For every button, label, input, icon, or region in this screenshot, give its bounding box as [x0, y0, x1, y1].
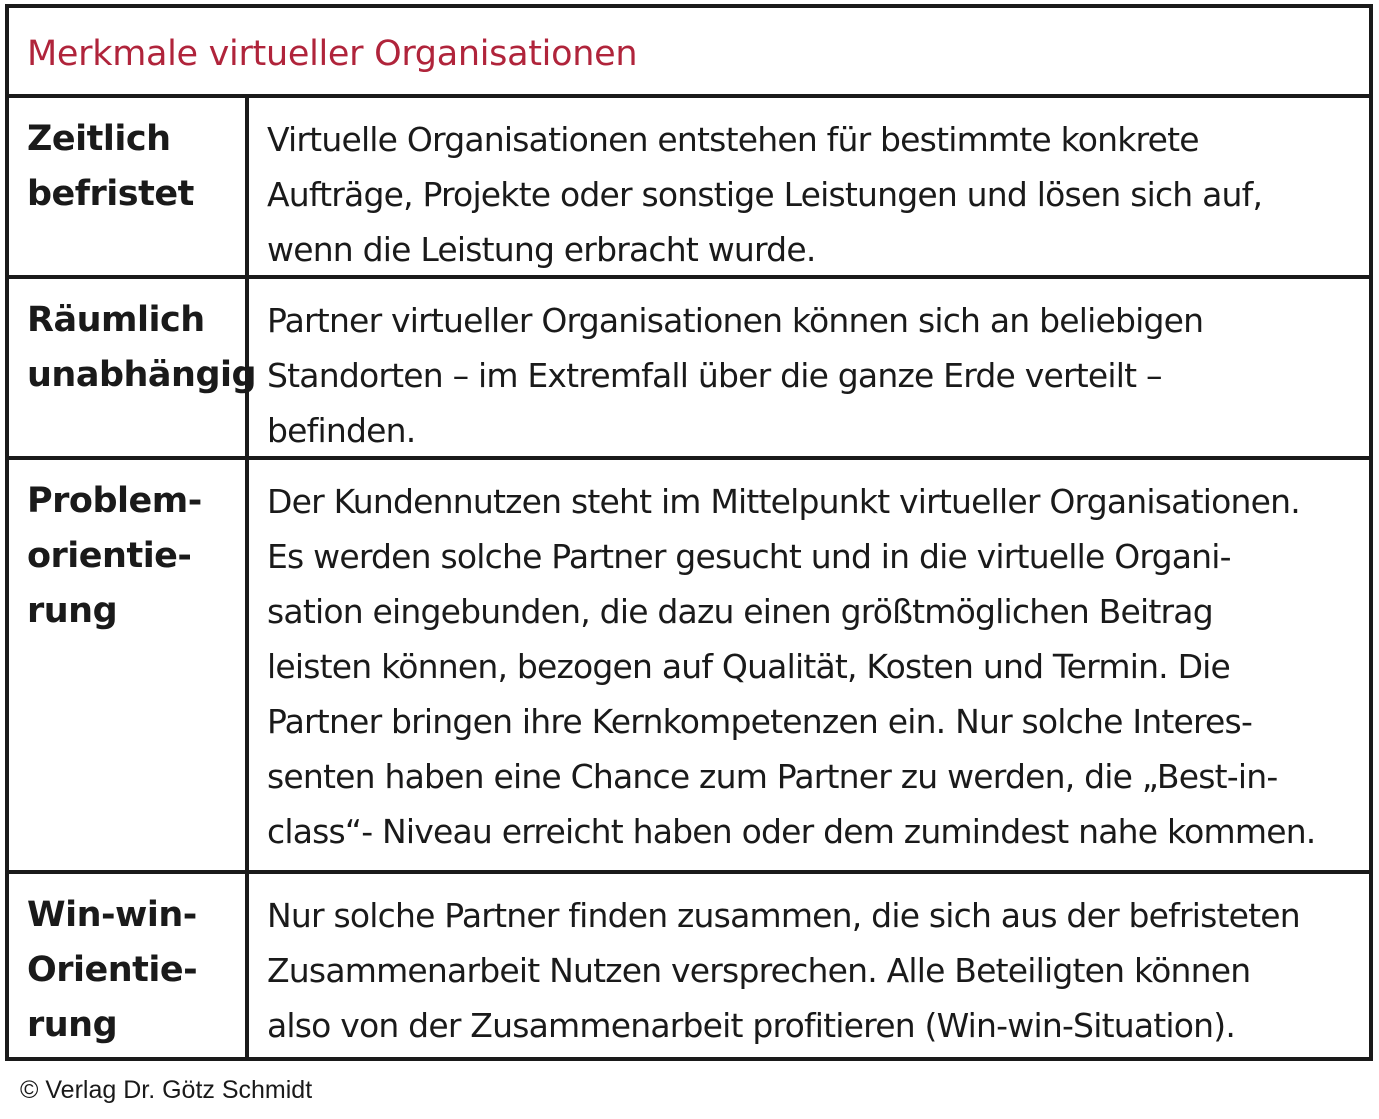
- table-row: [9, 874, 1369, 1057]
- row-description: Der Kundennutzen steht im Mittelpunkt virtueller Organisationen. Es werden solche Partner gesucht und in die virtuelle Organi- sation eingebunden, die dazu einen größtmöglichen Beitrag leisten können, bezogen auf Qualität, Kosten und Termin. Die Partner bringen ihre Kernkompetenzen ein. Nur solche Interes- senten haben eine Chance zum Partner zu werden, die „Best-in- class“- Niveau erreicht haben oder dem zumindest nahe kommen.: [267, 482, 1316, 851]
- table-frame: [5, 4, 1373, 1061]
- table-row: [9, 460, 1369, 874]
- row-label: Problem- orientie- rung: [9, 460, 249, 870]
- table-row: [9, 98, 1369, 279]
- row-label: Räumlich unabhängig: [9, 279, 249, 456]
- row-label: Win-win- Orientie- rung: [9, 874, 249, 1057]
- row-description: Nur solche Partner finden zusammen, die sich aus der befristeten Zusammenarbeit Nutzen versprechen. Alle Beteiligten können also von der Zusammenarbeit profitieren (Win-win-Situation).: [267, 896, 1300, 1045]
- row-description: Partner virtueller Organisationen können sich an beliebigen Standorten – im Extremfall über die ganze Erde verteilt – befinden.: [267, 301, 1204, 450]
- table-row: [9, 279, 1369, 460]
- row-description: Virtuelle Organisationen entstehen für bestimmte konkrete Aufträge, Projekte oder sonstige Leistungen und lösen sich auf, wenn die Leistung erbracht wurde.: [267, 120, 1263, 269]
- row-label: Zeitlich befristet: [9, 98, 249, 275]
- copyright-notice: © Verlag Dr. Götz Schmidt: [20, 1076, 313, 1104]
- table-title: Merkmale virtueller Organisationen: [9, 8, 1369, 98]
